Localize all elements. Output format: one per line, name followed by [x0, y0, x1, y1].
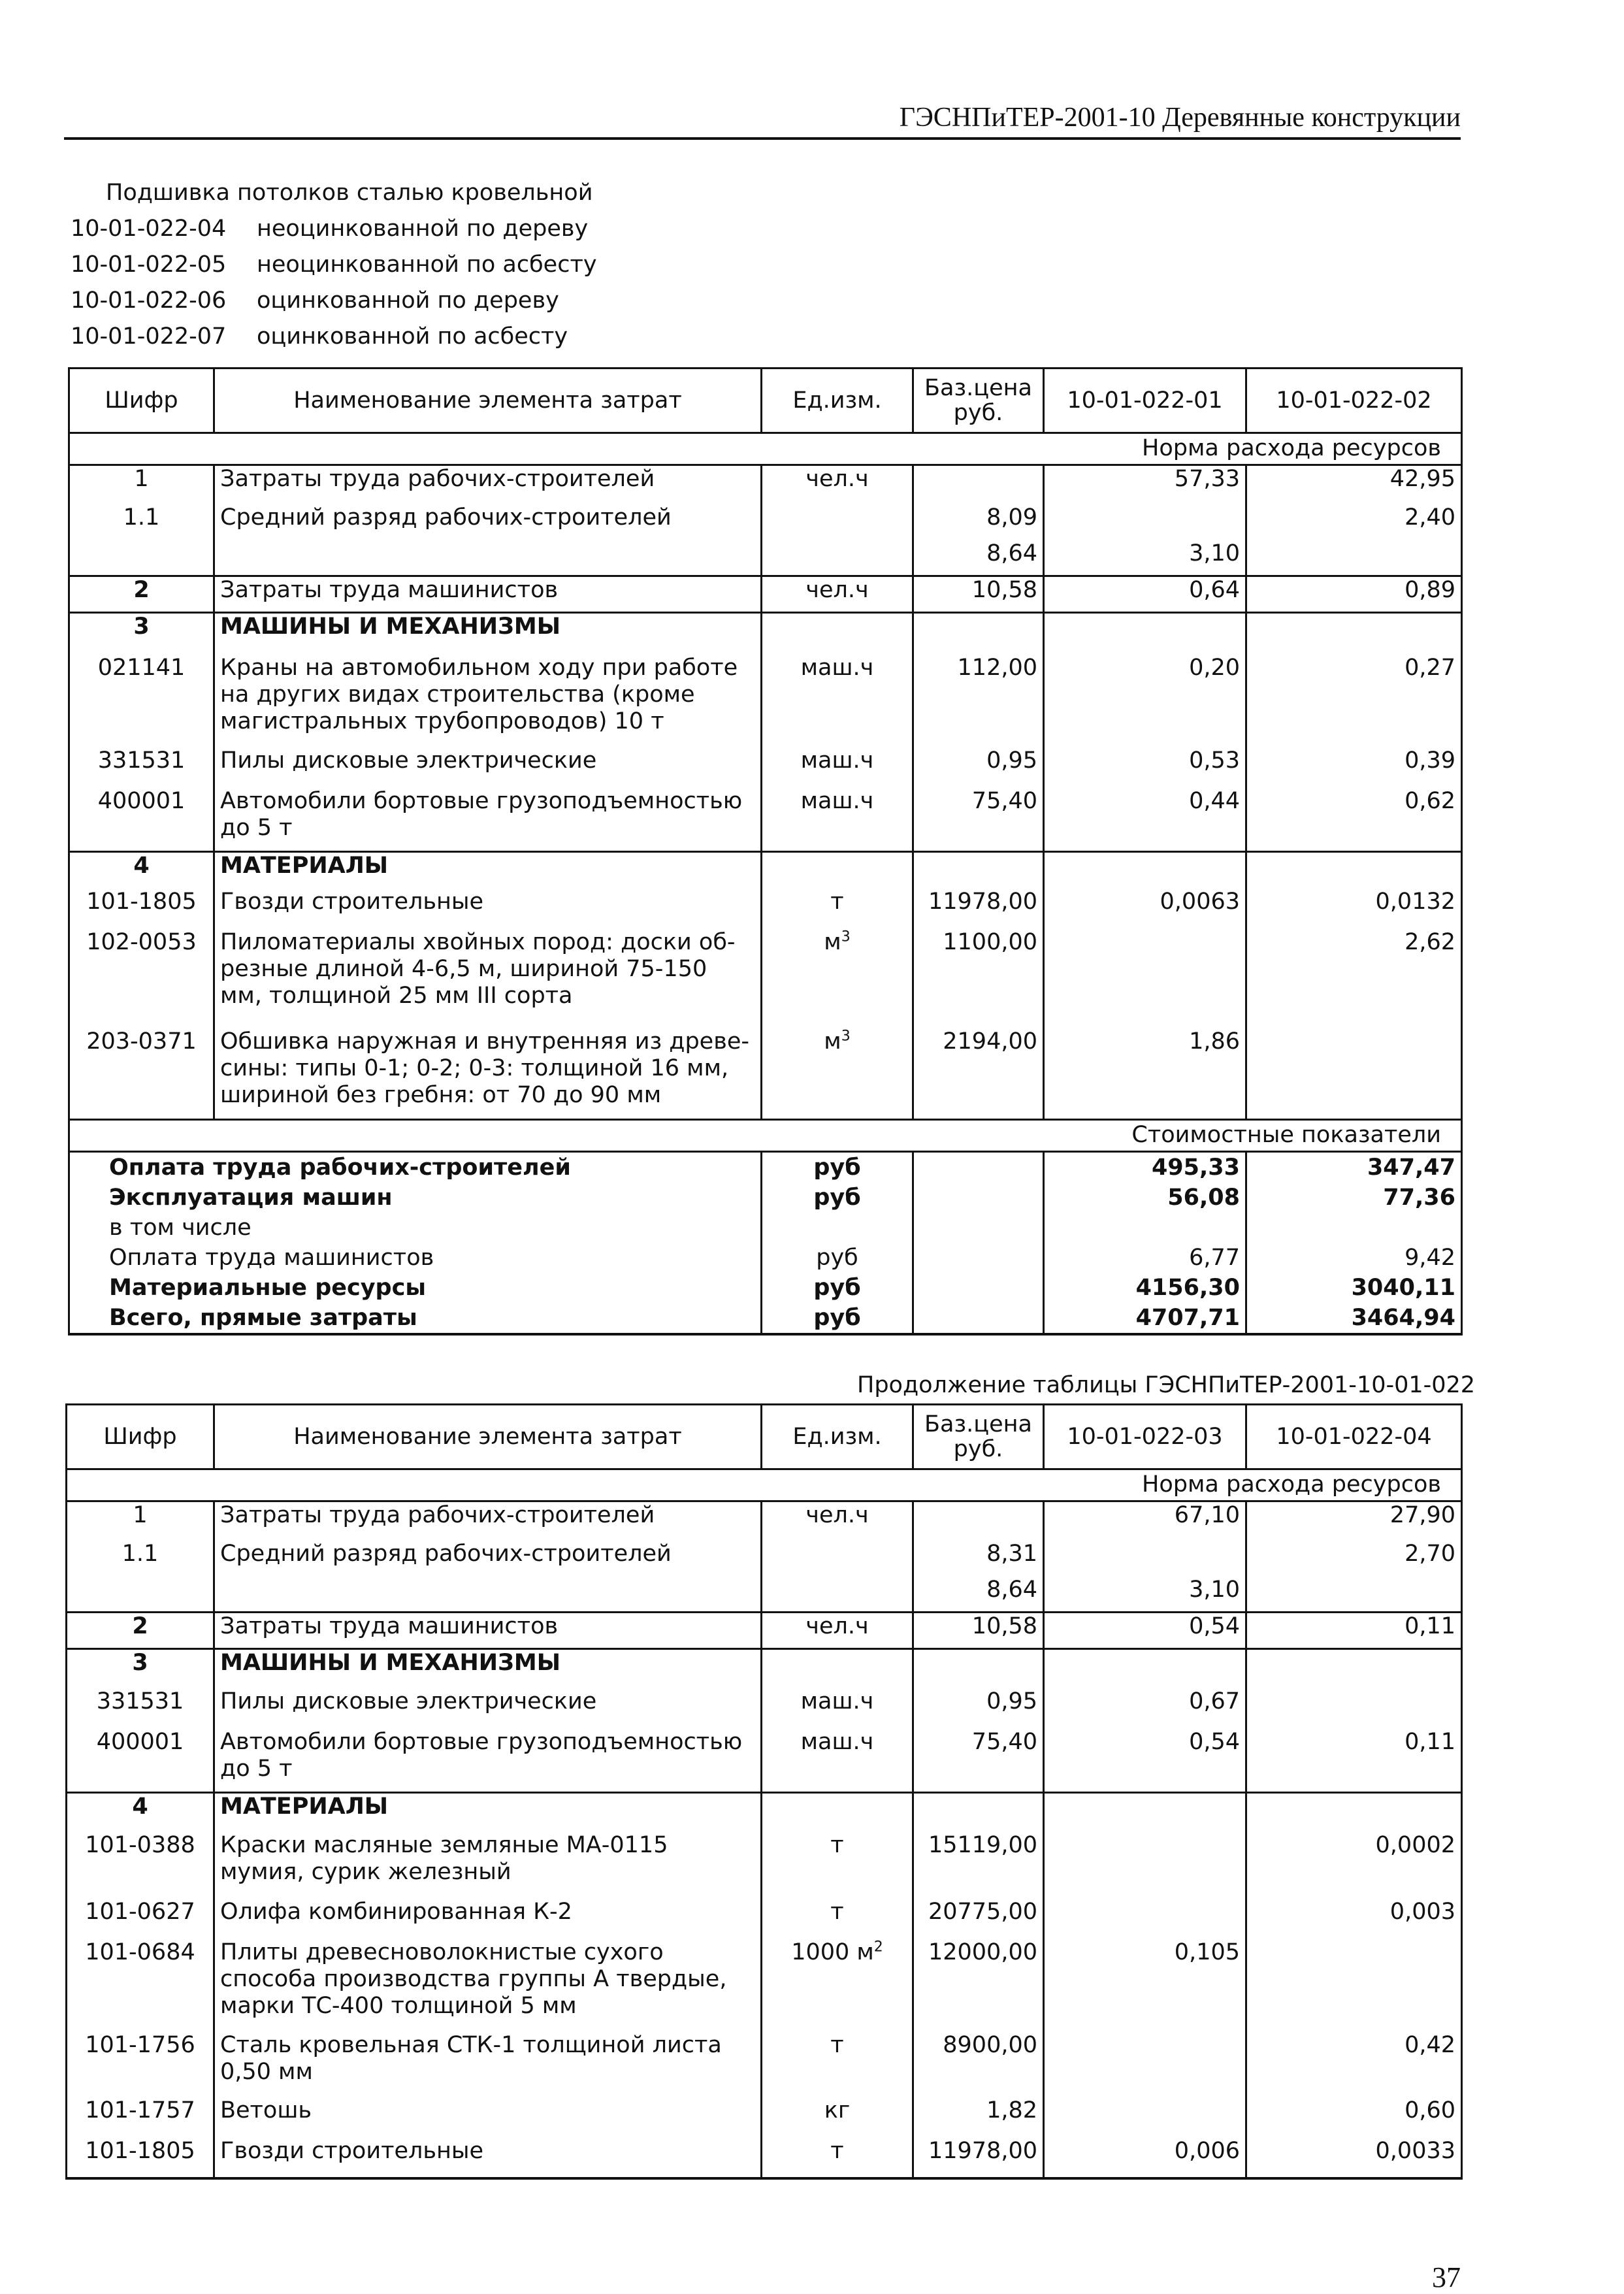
table-row: 021141 Краны на автомобильном ходу при работе на других видах строительства (кроме магистральных трубопроводов) 10 т маш.ч 112,00 0,20 0,27 [69, 655, 1462, 747]
band-row [69, 433, 1462, 465]
table-row: 400001 Автомобили бортовые грузоподъемностью до 5 т маш.ч 75,40 0,54 0,11 [67, 1729, 1462, 1793]
summary-row: Материальные ресурсы руб 4156,30 3040,11 [69, 1273, 1462, 1303]
summary-row: Всего, прямые затраты руб 4707,71 3464,94 [69, 1303, 1462, 1334]
summary-row: Оплата труда машинистов руб 6,77 9,42 [69, 1243, 1462, 1273]
resource-table-1 [68, 367, 1463, 1335]
header-code: Шифр [69, 369, 214, 433]
table-row: 400001 Автомобили бортовые грузоподъемностью до 5 т маш.ч 75,40 0,44 0,62 [69, 788, 1462, 852]
intro-item: 10-01-022-05 неоцинкованной по асбесту [71, 252, 597, 278]
header-name: Наименование элемента затрат [214, 369, 762, 433]
header-price: Баз.цена руб. [913, 1405, 1044, 1469]
table-header-row [67, 1405, 1462, 1469]
intro-item: 10-01-022-04 неоцинкованной по дереву [71, 216, 589, 242]
table-header-row [69, 369, 1462, 433]
page-header [64, 98, 1461, 140]
header-col-a: 10-01-022-03 [1044, 1405, 1246, 1469]
resource-table-2 [65, 1403, 1463, 2180]
continuation-caption: Продолжение таблицы ГЭСНПиТЕР-2001-10-01-022 [857, 1372, 1476, 1398]
table-row: 1.1 Средний разряд рабочих-строителей 8,31 8,64 3,10 2,70 [67, 1541, 1462, 1613]
table-row: 102-0053 Пиломатериалы хвойных пород: доски об-резные длиной 4-6,5 м, шириной 75-150 мм, толщиной 25 мм III сорта $м^3$ 1100,00 2,62 [69, 929, 1462, 1028]
summary-row: Эксплуатация машин руб 56,08 77,36 [69, 1183, 1462, 1213]
table-row: 1 Затраты труда рабочих-строителей чел.ч 67,10 27,90 [67, 1501, 1462, 1541]
table-row: 101-0388 Краски масляные земляные МА-0115 мумия, сурик железный т 15119,00 0,0002 [67, 1832, 1462, 1899]
table-row: 1.1 Средний разряд рабочих-строителей 8,09 8,64 3,10 2,40 [69, 504, 1462, 576]
intro-item: 10-01-022-06 оцинкованной по дереву [71, 287, 559, 314]
table-row: 331531 Пилы дисковые электрические маш.ч 0,95 0,53 0,39 [69, 747, 1462, 788]
table-row: 101-1757 Ветошь кг 1,82 0,60 [67, 2097, 1462, 2138]
table-row: 3 МАШИНЫ И МЕХАНИЗМЫ [69, 613, 1462, 655]
intro-title: Подшивка потолков сталью кровельной [106, 180, 593, 206]
band-norm-label: Норма расхода ресурсов [69, 433, 1462, 465]
table-row: 2 Затраты труда машинистов чел.ч 10,58 0,54 0,11 [67, 1613, 1462, 1649]
table-row: 101-1805 Гвозди строительные т 11978,00 0,006 0,0033 [67, 2138, 1462, 2178]
table-row: 4 МАТЕРИАЛЫ [67, 1793, 1462, 1832]
header-code: Шифр [67, 1405, 214, 1469]
table-row: 203-0371 Обшивка наружная и внутренняя из древе-сины: типы 0-1; 0-2; 0-3: толщиной 16 мм, шириной без гребня: от 70 до 90 мм $м^3$ 2194,00 1,86 [69, 1028, 1462, 1120]
band-row [67, 1469, 1462, 1501]
intro-block [71, 175, 597, 355]
intro-item: 10-01-022-07 оцинкованной по асбесту [71, 323, 568, 350]
band-norm-label: Норма расхода ресурсов [67, 1469, 1462, 1501]
table-row: 4 МАТЕРИАЛЫ [69, 852, 1462, 889]
table-row: 1 Затраты труда рабочих-строителей чел.ч 57,33 42,95 [69, 465, 1462, 504]
header-title: ГЭСНПиТЕР-2001-10 Деревянные конструкции [899, 103, 1461, 133]
table-row: 3 МАШИНЫ И МЕХАНИЗМЫ [67, 1649, 1462, 1688]
table-row: 101-0684 Плиты древесноволокнистые сухого способа производства группы А твердые, марки ТС-400 толщиной 5 мм 1000 $м^2$ 12000,00 0,105 [67, 1939, 1462, 2032]
table-row: 101-0627 Олифа комбинированная К-2 т 20775,00 0,003 [67, 1899, 1462, 1939]
header-col-a: 10-01-022-01 [1044, 369, 1246, 433]
table-row: 2 Затраты труда машинистов чел.ч 10,58 0,64 0,89 [69, 576, 1462, 613]
header-col-b: 10-01-022-04 [1246, 1405, 1462, 1469]
header-name: Наименование элемента затрат [214, 1405, 762, 1469]
band-cost-label: Стоимостные показатели [69, 1120, 1462, 1152]
header-col-b: 10-01-022-02 [1246, 369, 1462, 433]
table-row: 331531 Пилы дисковые электрические маш.ч 0,95 0,67 [67, 1688, 1462, 1729]
header-price: Баз.цена руб. [913, 369, 1044, 433]
summary-row: Оплата труда рабочих-строителей руб 495,33 347,47 [69, 1152, 1462, 1183]
table-row: 101-1756 Сталь кровельная СТК-1 толщиной листа 0,50 мм т 8900,00 0,42 [67, 2032, 1462, 2097]
table-row: 101-1805 Гвозди строительные т 11978,00 0,0063 0,0132 [69, 889, 1462, 929]
header-unit: Ед.изм. [762, 1405, 913, 1469]
page-number: 37 [1432, 2261, 1461, 2293]
summary-row: в том числе [69, 1213, 1462, 1243]
header-unit: Ед.изм. [762, 369, 913, 433]
band-row [69, 1120, 1462, 1152]
